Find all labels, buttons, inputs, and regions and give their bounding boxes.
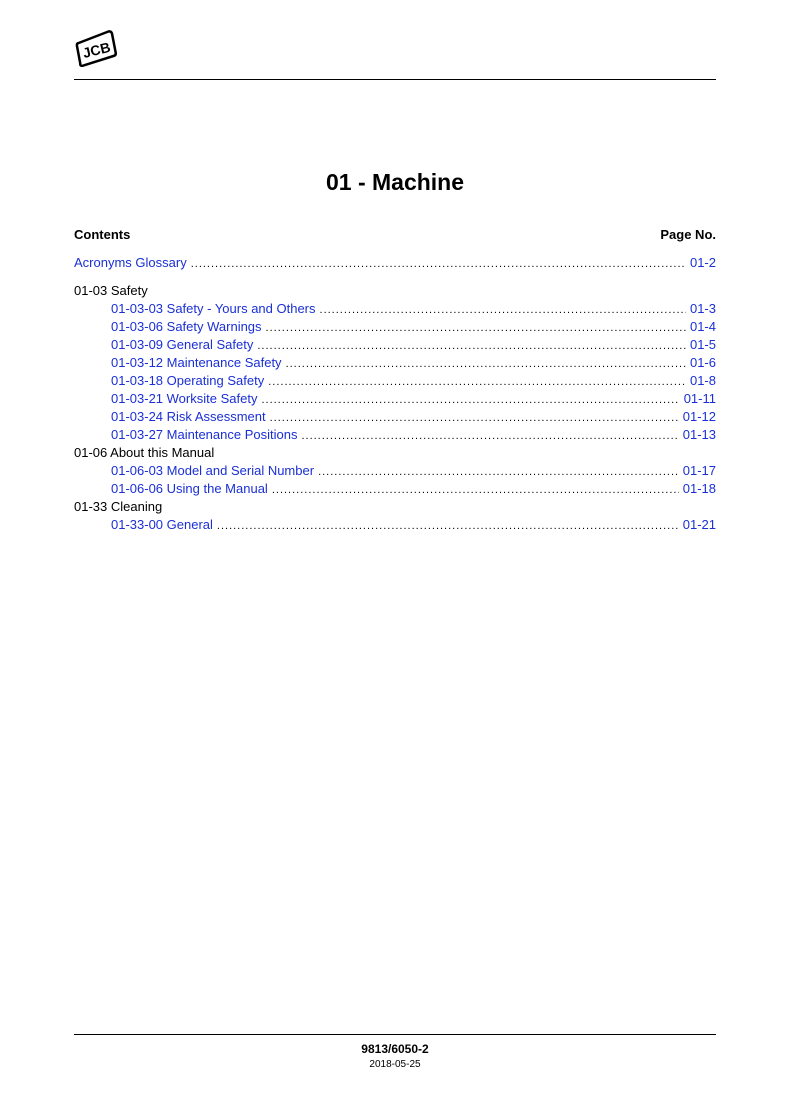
toc-entry-page[interactable]: 01-17 — [682, 463, 716, 478]
toc-entry-title[interactable]: 01-03-24 Risk Assessment — [111, 409, 266, 424]
toc-entry-page[interactable]: 01-3 — [689, 301, 716, 316]
toc-entry[interactable] — [74, 254, 716, 272]
toc-entry-title[interactable]: 01-06-06 Using the Manual — [111, 481, 268, 496]
toc-entry-title[interactable]: 01-03-09 General Safety — [111, 337, 254, 352]
leader-dots — [318, 463, 679, 481]
toc-entry-title[interactable]: 01-06-03 Model and Serial Number — [111, 463, 315, 478]
toc-entry-title[interactable]: 01-03-12 Maintenance Safety — [111, 355, 282, 370]
toc-entry[interactable] — [74, 462, 716, 480]
toc-entry-page[interactable]: 01-21 — [682, 517, 716, 532]
toc-entry-page[interactable]: 01-11 — [683, 391, 716, 406]
toc-section-heading: 01-33 Cleaning — [74, 499, 163, 514]
toc-entry-title[interactable]: 01-03-18 Operating Safety — [111, 373, 265, 388]
toc-entry-page[interactable]: 01-13 — [682, 427, 716, 442]
toc-entry-title[interactable]: 01-03-27 Maintenance Positions — [111, 427, 298, 442]
footer-rule — [74, 1034, 716, 1035]
toc-entry[interactable] — [74, 300, 716, 318]
toc-entry-page[interactable]: 01-6 — [689, 355, 716, 370]
leader-dots — [261, 391, 679, 409]
contents-label: Contents — [74, 227, 131, 242]
toc-entry[interactable] — [74, 318, 716, 336]
toc-entry[interactable] — [74, 354, 716, 372]
toc-entry[interactable] — [74, 336, 716, 354]
toc-entry[interactable] — [74, 426, 716, 444]
leader-dots — [320, 301, 686, 319]
toc-entry-page[interactable]: 01-12 — [682, 409, 716, 424]
table-of-contents — [74, 254, 716, 534]
toc-entry-page[interactable]: 01-18 — [682, 481, 716, 496]
leader-dots — [257, 337, 686, 355]
toc-entry-page[interactable]: 01-8 — [689, 373, 716, 388]
leader-dots — [286, 355, 686, 373]
document-number: 9813/6050-2 — [361, 1042, 429, 1056]
toc-entry[interactable] — [74, 372, 716, 390]
toc-entry-page[interactable]: 01-2 — [689, 255, 716, 270]
toc-entry[interactable] — [74, 516, 716, 534]
leader-dots — [270, 409, 679, 427]
toc-entry-title[interactable]: Acronyms Glossary — [74, 255, 187, 270]
toc-entry-page[interactable]: 01-5 — [689, 337, 716, 352]
document-date: 2018-05-25 — [369, 1059, 421, 1070]
leader-dots — [266, 319, 686, 337]
leader-dots — [301, 427, 678, 445]
page-title: 01 - Machine — [325, 169, 465, 195]
svg-text:JCB: JCB — [80, 38, 113, 62]
page-no-label: Page No. — [660, 227, 716, 242]
toc-entry-title[interactable]: 01-33-00 General — [111, 517, 213, 532]
toc-section-heading: 01-06 About this Manual — [74, 445, 215, 460]
leader-dots — [272, 481, 679, 499]
leader-dots — [217, 517, 679, 535]
toc-section-heading: 01-03 Safety — [74, 283, 148, 298]
toc-entry[interactable] — [74, 408, 716, 426]
jcb-logo — [74, 29, 118, 67]
toc-entry[interactable] — [74, 480, 716, 498]
leader-dots — [191, 255, 686, 273]
toc-entry-title[interactable]: 01-03-21 Worksite Safety — [111, 391, 258, 406]
leader-dots — [268, 373, 686, 391]
toc-entry[interactable] — [74, 390, 716, 408]
header-rule — [74, 79, 716, 80]
toc-entry-page[interactable]: 01-4 — [689, 319, 716, 334]
toc-entry-title[interactable]: 01-03-06 Safety Warnings — [111, 319, 262, 334]
toc-entry-title[interactable]: 01-03-03 Safety - Yours and Others — [111, 301, 316, 316]
